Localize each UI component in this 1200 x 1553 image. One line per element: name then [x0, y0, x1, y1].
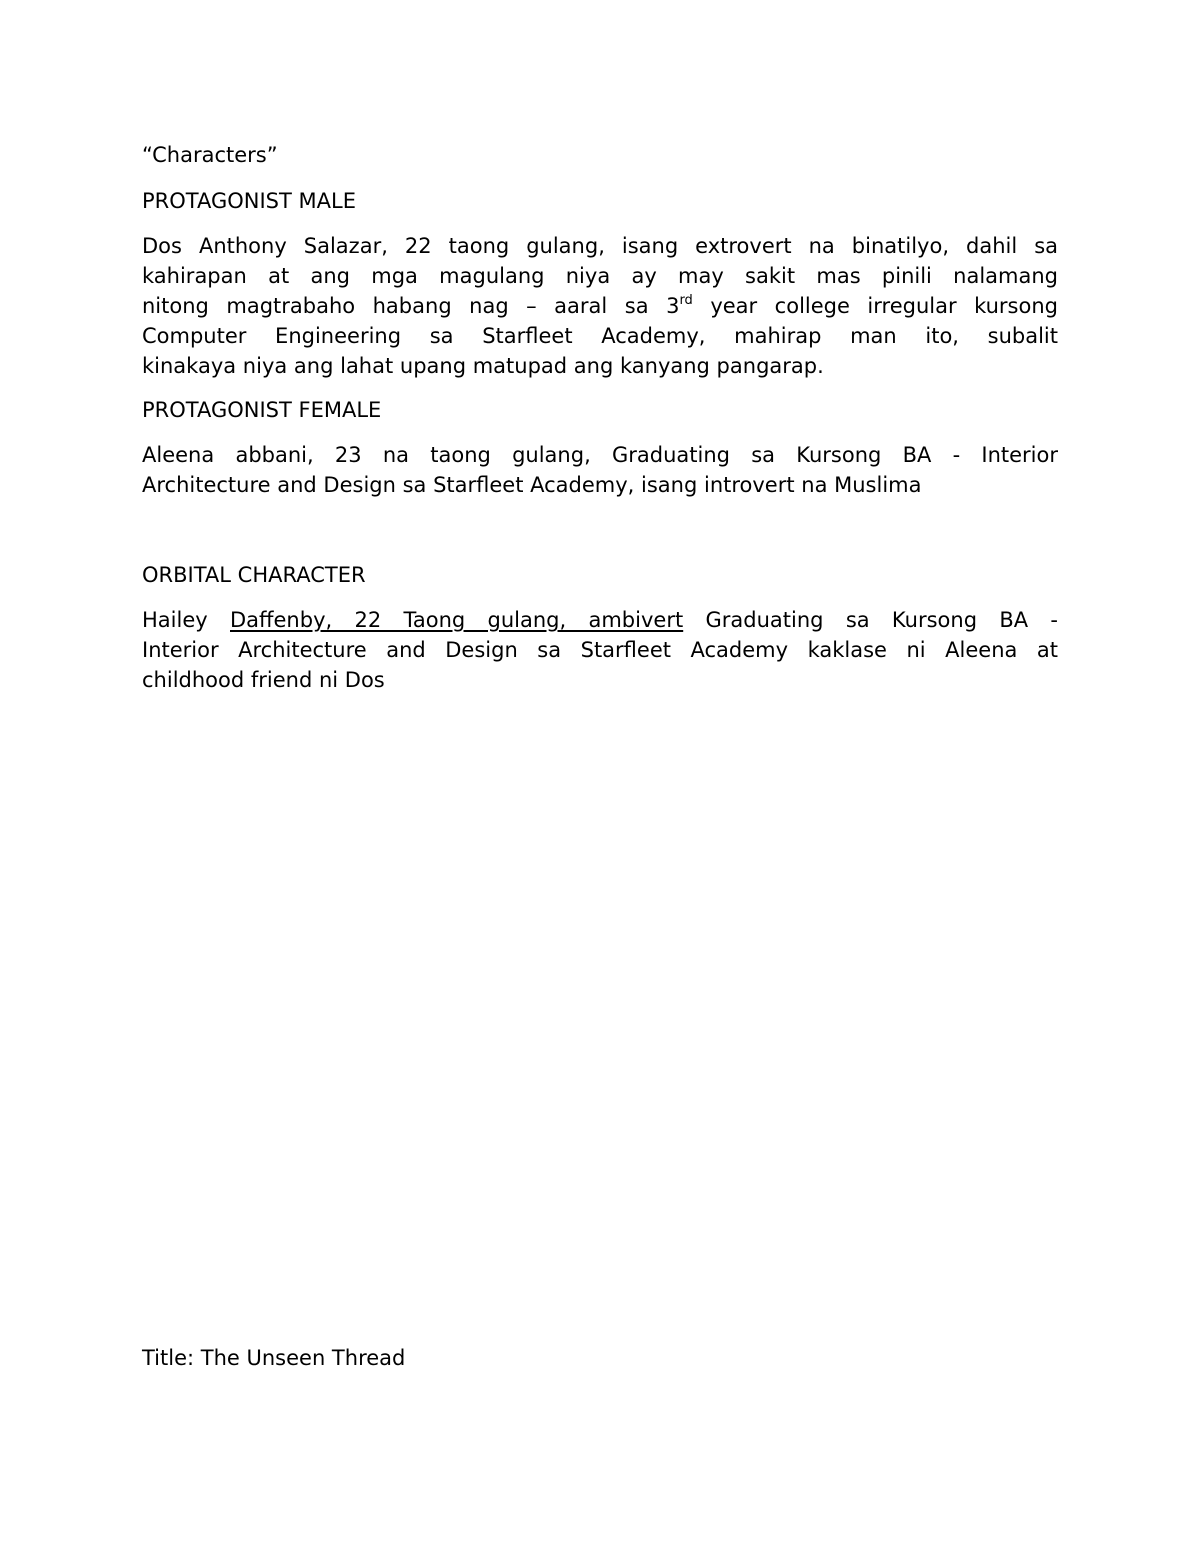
title-line: Title: The Unseen Thread: [142, 1346, 406, 1370]
paragraph-line: kinakaya niya ang lahat upang matupad ang kanyang pangarap.: [142, 354, 824, 378]
section-label-protagonist-female: PROTAGONIST FEMALE: [142, 398, 382, 422]
paragraph-protagonist-male: [142, 231, 1058, 381]
section-label-protagonist-male: PROTAGONIST MALE: [142, 189, 356, 213]
paragraph-line-text: year college irregular kursong: [710, 294, 1058, 318]
paragraph-line-text: Hailey: [142, 608, 208, 632]
paragraph-line: Computer Engineering sa Starfleet Academy, mahirap man ito, subalit: [142, 324, 1058, 348]
section-label-orbital-character: ORBITAL CHARACTER: [142, 563, 366, 587]
paragraph-line: Architecture and Design sa Starfleet Academy, isang introvert na Muslima: [142, 473, 922, 497]
paragraph-line: [142, 605, 1058, 635]
paragraph-line: Dos Anthony Salazar, 22 taong gulang, isang extrovert na binatilyo, dahil sa: [142, 234, 1058, 258]
paragraph-line: childhood friend ni Dos: [142, 668, 385, 692]
paragraph-line: Interior Architecture and Design sa Starfleet Academy kaklase ni Aleena at: [142, 638, 1058, 662]
heading: “Characters”: [142, 143, 278, 167]
superscript-ordinal: rd: [679, 293, 693, 308]
underlined-text: Daffenby, 22 Taong gulang, ambivert: [230, 608, 684, 632]
paragraph-orbital-character: [142, 605, 1058, 695]
paragraph-line: kahirapan at ang mga magulang niya ay may sakit mas pinili nalamang: [142, 264, 1058, 288]
paragraph-line: Aleena abbani, 23 na taong gulang, Graduating sa Kursong BA - Interior: [142, 443, 1058, 467]
paragraph-line: [142, 291, 1058, 321]
paragraph-line-text: nitong magtrabaho habang nag – aaral sa 3: [142, 294, 680, 318]
paragraph-protagonist-female: [142, 440, 1058, 500]
paragraph-line-text: Graduating sa Kursong BA -: [705, 608, 1058, 632]
